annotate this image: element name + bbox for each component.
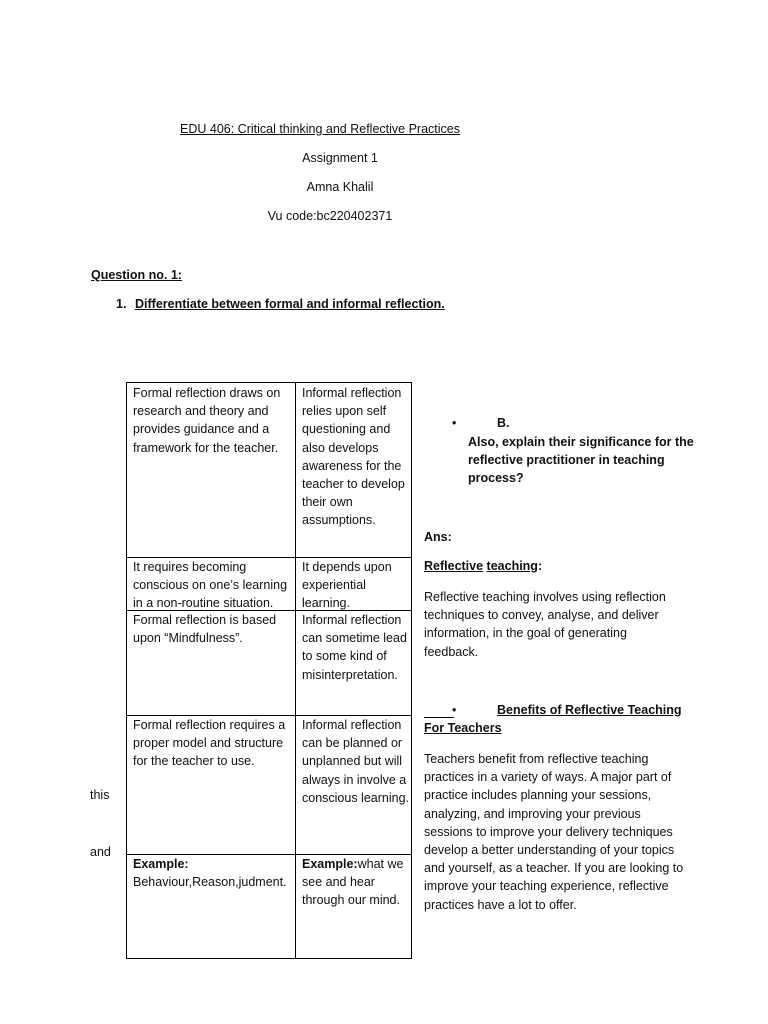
question-number: 1.: [116, 297, 127, 311]
reflective-teaching-paragraph: Reflective teaching involves using reflection techniques to convey, analyse, and deliver information, in the goal of generating feedback.: [424, 590, 666, 659]
benefits-underline-rule: [424, 703, 457, 718]
column-divider: [295, 383, 296, 958]
margin-word-this: this: [90, 788, 110, 802]
question-label: Question no. 1:: [91, 268, 182, 282]
benefits-paragraph: Teachers benefit from reflective teaching practices in a variety of ways. A major part of practice includes planning your sessions, analyzing, and improving your previous sessions to improve your delivery techniques develop a better understanding of your topics and yourself, as a teacher. If you are looking to improve your teaching experience, reflective practices have a lot to offer.: [424, 752, 684, 912]
comparison-table: [126, 382, 412, 959]
question-text: Differentiate between formal and informal reflection.: [135, 297, 445, 311]
answer-label: Ans:: [424, 530, 452, 544]
example-label: Example:: [302, 857, 358, 871]
table-cell-formal: It requires becoming conscious on one’s learning in a non-routine situation.: [133, 560, 288, 611]
table-cell-informal: Informal reflection can be planned or unplanned but will always in involve a conscious learning.: [302, 718, 410, 805]
table-cell-informal: It depends upon experiential learning.: [302, 560, 392, 611]
table-cell-formal-example: [133, 855, 293, 891]
part-b-question: Also, explain their significance for the reflective practitioner in teaching process?: [468, 435, 694, 486]
heading-colon: :: [537, 559, 543, 573]
vu-code: Vu code:bc220402371: [267, 209, 393, 223]
student-name: Amna Khalil: [306, 180, 374, 194]
benefits-heading-continued: For Teachers: [424, 721, 502, 735]
benefits-heading: Benefits of Reflective Teaching: [497, 703, 682, 717]
example-label: Example:: [133, 857, 189, 871]
table-cell-informal: Informal reflection relies upon self questioning and also develops awareness for the teacher to develop their own assumptions.: [302, 386, 405, 528]
table-cell-informal: Informal reflection can sometime lead to some kind of misinterpretation.: [302, 613, 407, 682]
reflective-teaching-heading: [424, 559, 542, 573]
table-cell-informal-example: [302, 855, 410, 910]
table-cell-formal: Formal reflection is based upon “Mindfulness”.: [133, 613, 277, 646]
table-cell-formal: Formal reflection requires a proper model and structure for the teacher to use.: [133, 718, 286, 769]
part-b-label: B.: [497, 416, 510, 430]
course-title: EDU 406: Critical thinking and Reflective Practices: [180, 122, 460, 136]
heading-word: teaching: [486, 559, 538, 573]
bullet-icon: •: [452, 703, 457, 717]
table-cell-formal: Formal reflection draws on research and theory and provides guidance and a framework for the teacher.: [133, 386, 281, 455]
margin-word-and: and: [90, 845, 111, 859]
example-text: Behaviour,Reason,judment.: [133, 875, 287, 890]
heading-word: Reflective: [424, 559, 484, 573]
assignment-title: Assignment 1: [302, 151, 378, 165]
example-text: what we see and hear through our mind.: [302, 857, 404, 908]
bullet-icon: •: [452, 416, 457, 430]
